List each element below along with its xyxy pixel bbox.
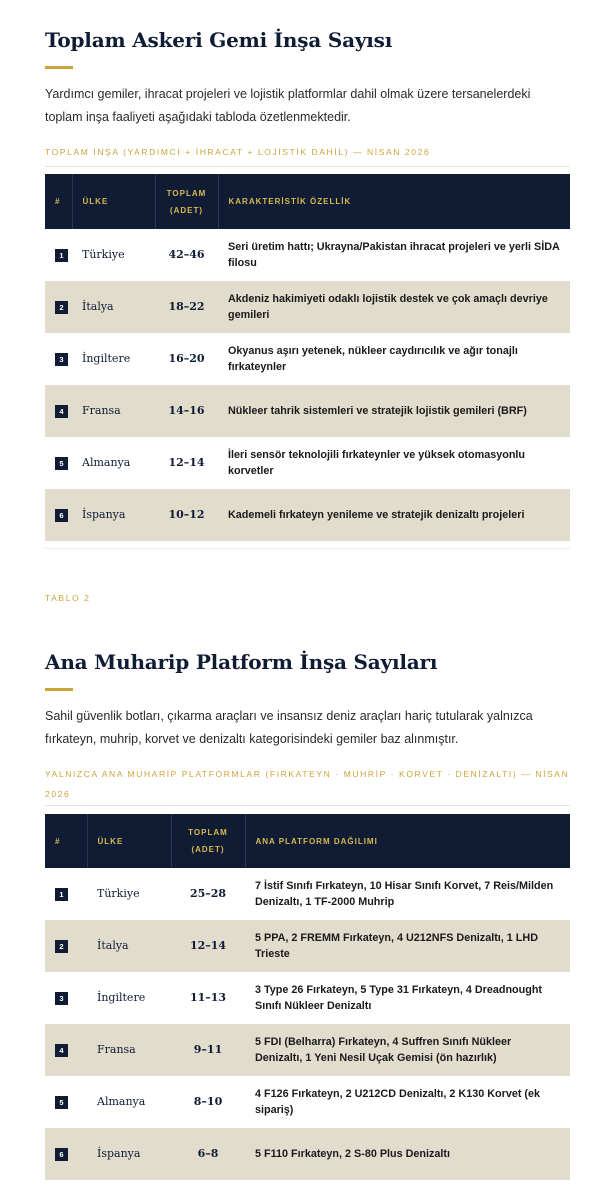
section2-label: TABLO 2 (45, 593, 91, 603)
row-number-cell (45, 281, 72, 333)
country-cell: İtalya (87, 920, 171, 972)
title-accent-bar (45, 66, 73, 69)
country-cell: Fransa (72, 385, 155, 437)
count-cell: 14–16 (155, 385, 218, 437)
header-detail: ANA PLATFORM DAĞILIMI (255, 836, 378, 846)
section-total-construction (45, 28, 570, 129)
detail-cell: Nükleer tahrik sistemleri ve stratejik lojistik gemileri (BRF) (218, 385, 570, 437)
section1-caption-block (45, 142, 570, 167)
table-row (45, 333, 570, 385)
section2-caption: YALNIZCA ANA MUHARİP PLATFORMLAR (FIRKATEYN · MUHRİP · KORVET · DENİZALTI) — NİSAN 2026 (45, 769, 570, 799)
detail-cell: 5 F110 Fırkateyn, 2 S-80 Plus Denizaltı (245, 1128, 570, 1180)
country-cell: Almanya (97, 1095, 146, 1108)
count-cell: 16–20 (168, 352, 205, 365)
section-divider (45, 548, 570, 549)
detail-cell: Kademeli fırkateyn yenileme ve stratejik denizaltı projeleri (218, 489, 570, 541)
detail-cell: Akdeniz hakimiyeti odaklı lojistik destek ve çok amaçlı devriye gemileri (218, 281, 570, 333)
detail-cell: Seri üretim hattı; Ukrayna/Pakistan ihracat projeleri ve yerli SİDA filosu (228, 241, 560, 269)
count-cell: 25–28 (189, 887, 227, 900)
row-number-cell (45, 489, 72, 541)
row-number-cell (45, 1076, 87, 1128)
country-cell: Türkiye (97, 887, 140, 900)
count-cell: 18–22 (155, 281, 218, 333)
header-country: ÜLKE (72, 174, 155, 229)
row-number-cell (45, 437, 72, 489)
row-number-cell (45, 1128, 87, 1180)
row-number-cell (45, 333, 72, 385)
header-total-line1: TOPLAM (188, 828, 228, 837)
row-number-badge: 1 (55, 888, 68, 901)
row-number-badge: 4 (55, 1044, 68, 1057)
row-number-badge: 4 (55, 405, 68, 418)
detail-cell: İleri sensör teknolojili fırkateynler ve yüksek otomasyonlu korvetler (228, 449, 526, 477)
row-number-badge: 6 (55, 1148, 68, 1161)
count-cell: 12–14 (168, 456, 205, 469)
country-cell: İngiltere (97, 991, 146, 1004)
row-number-badge: 5 (55, 457, 68, 470)
header-total-line2: (ADET) (169, 205, 204, 215)
section2-description: Sahil güvenlik botları, çıkarma araçları ve insansız deniz araçları hariç tutularak yalnızca fırkateyn, muhrip, korvet ve denizaltı kategorisindeki gemiler baz alınmıştır. (45, 709, 533, 746)
count-cell: 10–12 (155, 489, 218, 541)
count-cell: 8–10 (193, 1095, 223, 1108)
country-cell: Fransa (87, 1024, 171, 1076)
table-row (45, 972, 570, 1024)
table-row (45, 868, 570, 920)
table-row (45, 281, 570, 333)
table-header-row (45, 814, 570, 868)
detail-cell: 5 PPA, 2 FREMM Fırkateyn, 4 U212NFS Denizaltı, 1 LHD Trieste (245, 920, 570, 972)
row-number-badge: 3 (55, 353, 68, 366)
detail-cell: 7 İstif Sınıfı Fırkateyn, 10 Hisar Sınıfı Korvet, 7 Reis/Milden Denizaltı, 1 TF-2000 Muhrip (255, 880, 554, 908)
header-total-line2: (ADET) (191, 845, 225, 854)
section1-caption: TOPLAM İNŞA (YARDIMCI + İHRACAT + LOJİSTİK DAHİL) — NİSAN 2026 (45, 147, 431, 157)
row-number-cell (45, 229, 72, 281)
detail-cell: 4 F126 Fırkateyn, 2 U212CD Denizaltı, 2 K130 Korvet (ek sipariş) (255, 1088, 541, 1116)
row-number-badge: 2 (55, 301, 68, 314)
table-row (45, 385, 570, 437)
header-num: # (45, 814, 87, 868)
section1-description: Yardımcı gemiler, ihracat projeleri ve lojistik platformlar dahil olmak üzere tersanelerdeki toplam inşa faaliyeti aşağıdaki tabloda özetlenmektedir. (45, 87, 531, 124)
country-cell: İspanya (72, 489, 155, 541)
row-number-badge: 1 (55, 249, 68, 262)
header-total (171, 814, 245, 868)
detail-cell: 3 Type 26 Fırkateyn, 5 Type 31 Fırkateyn, 4 Dreadnought Sınıfı Nükleer Denizaltı (255, 984, 543, 1012)
row-number-cell (45, 1024, 87, 1076)
row-number-badge: 2 (55, 940, 68, 953)
country-cell: Türkiye (82, 248, 125, 261)
section2-label-block (45, 588, 570, 608)
count-cell: 9–11 (171, 1024, 245, 1076)
row-number-badge: 3 (55, 992, 68, 1005)
table-row (45, 1076, 570, 1128)
total-construction-table (45, 174, 570, 541)
table-row (45, 1024, 570, 1076)
country-cell: İtalya (72, 281, 155, 333)
section2-table-wrap (45, 814, 570, 1180)
table-row (45, 489, 570, 541)
table-row (45, 1128, 570, 1180)
header-total-line1: TOPLAM (166, 188, 207, 198)
table-row (45, 437, 570, 489)
row-number-badge: 6 (55, 509, 68, 522)
country-cell: İngiltere (82, 352, 131, 365)
country-cell: Almanya (82, 456, 131, 469)
row-number-cell (45, 920, 87, 972)
caption-rule (45, 166, 570, 167)
header-num: # (45, 174, 72, 229)
section-main-combat (45, 650, 570, 751)
row-number-cell (45, 972, 87, 1024)
count-cell: 42–46 (168, 248, 205, 261)
section1-table-wrap (45, 174, 570, 541)
header-detail: KARAKTERİSTİK ÖZELLİK (228, 197, 352, 206)
header-total (155, 174, 218, 229)
table-header-row (45, 174, 570, 229)
country-cell: İspanya (87, 1128, 171, 1180)
count-cell: 12–14 (171, 920, 245, 972)
count-cell: 11–13 (189, 991, 227, 1004)
title-accent-bar (45, 688, 73, 691)
table-row (45, 229, 570, 281)
section2-caption-block (45, 764, 570, 806)
section2-title: Ana Muharip Platform İnşa Sayıları (45, 650, 438, 674)
table-row (45, 920, 570, 972)
row-number-badge: 5 (55, 1096, 68, 1109)
row-number-cell (45, 385, 72, 437)
detail-cell: Okyanus aşırı yetenek, nükleer caydırıcılık ve ağır tonajlı fırkateynler (228, 345, 518, 373)
caption-rule (45, 805, 570, 806)
count-cell: 6–8 (171, 1128, 245, 1180)
section1-title: Toplam Askeri Gemi İnşa Sayısı (45, 28, 393, 52)
header-country: ÜLKE (87, 814, 171, 868)
row-number-cell (45, 868, 87, 920)
main-combat-table (45, 814, 570, 1180)
detail-cell: 5 FDI (Belharra) Fırkateyn, 4 Suffren Sınıfı Nükleer Denizaltı, 1 Yeni Nesil Uçak Gemisi (ön hazırlık) (245, 1024, 570, 1076)
